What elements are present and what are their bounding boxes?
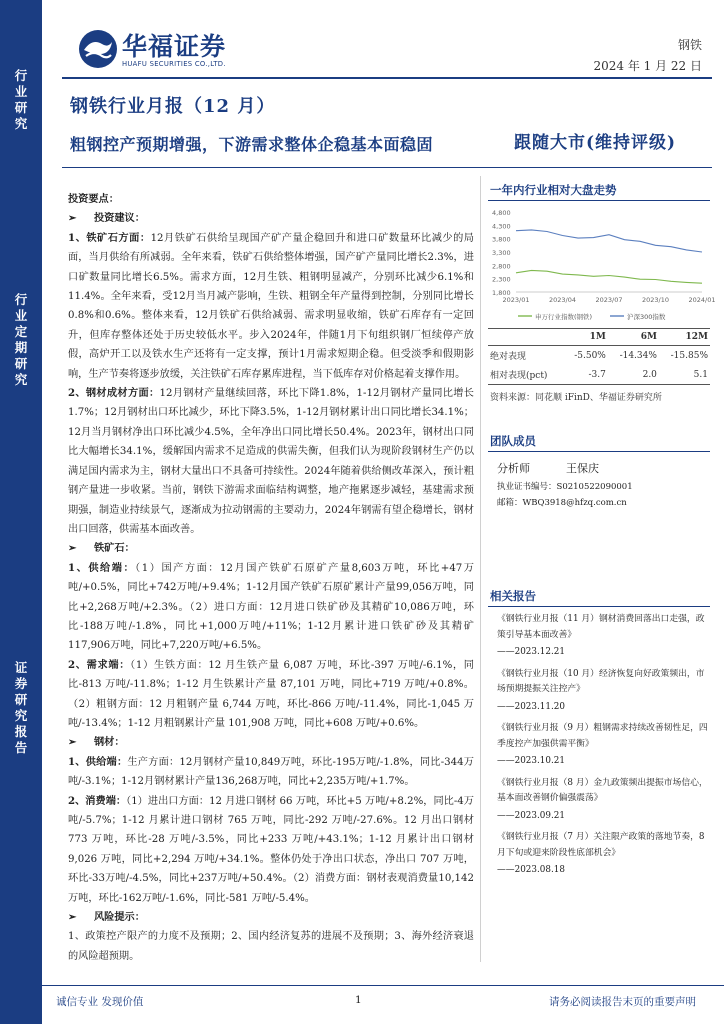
- table-cell: -3.7: [564, 365, 608, 385]
- investment-advice-heading: [68, 209, 474, 228]
- sidebar-char: 报: [14, 724, 28, 739]
- risk-heading: [68, 908, 474, 927]
- related-report-title: 《钢铁行业月报（10 月）经济恢复向好政策频出，市场预期提振关注控产》: [497, 668, 705, 694]
- iron-supply-label: 1、供给端：: [68, 561, 136, 574]
- team-divider: [488, 451, 710, 452]
- table-header-row: [488, 329, 710, 346]
- main-body: [68, 190, 474, 966]
- related-reports-list: [497, 612, 709, 885]
- header-divider: [62, 77, 712, 79]
- sidebar-char: 业: [14, 308, 28, 323]
- y-tick-label: 4,300: [492, 222, 511, 231]
- related-reports-divider: [488, 606, 710, 607]
- sidebar-char: 告: [14, 740, 28, 755]
- iron-demand-label: 2、需求端：: [68, 658, 131, 671]
- steel-summary-text: 12月钢材产量继续回落，环比下降1.8%，1-12月钢材产量同比增长1.7%；12月钢材出口环比减少，环比下降3.5%，1-12月钢材累计出口同比增长34.1%；12月当月钢材净出口环比减少4.5%，全年净出口同比增长50.4%。2023年，钢材出口同比大幅增长34.1%，缓解国内需求不足造成的供需失衡，但我们认为现阶段钢材生产仍以满足国内需求为主，钢材大量出口不具备可持续性。2024年随着供给侧改革深入，预计粗钢产量进一步收紧。当前，钢铁下游需求面临结构调整，地产拖累逐步减轻，基建需求预期强，制造业持续景气，逐渐成为拉动钢需的主要动力，2024年钢需有望企稳增长，钢材出口回落，供需基本面改善。: [68, 388, 474, 535]
- team-section-title: 团队成员: [490, 434, 536, 448]
- y-tick-label: 3,800: [492, 235, 511, 244]
- y-tick-label: 1,800: [492, 289, 511, 297]
- y-tick-label: 4,800: [492, 209, 511, 217]
- report-date: 2024 年 1 月 22 日: [593, 59, 702, 73]
- iron-ore-summary: [68, 229, 474, 384]
- related-report-title: 《钢铁行业月报（8 月）金九政策频出提振市场信心，基本面改善钢价偏强震荡》: [497, 777, 708, 803]
- iron-supply-text: （1）国产方面：12月国产铁矿石原矿产量8,603万吨，环比+47万吨/+0.5%，同比+742万吨/+9.4%；1-12月国产铁矿石原矿累计产量99,056万吨，同比+2,268万吨/+2.3%。（2）进口方面：12月进口铁矿砂及其精矿10,086万吨，环比-188万吨/-1.8%，同比+1,000万吨/+11%；1-12月累计进口铁矿砂及其精矿117,906万吨，同比+7,220万吨/+6.5%。: [68, 562, 474, 652]
- related-report-item[interactable]: [497, 612, 709, 661]
- footer-divider: [42, 985, 724, 986]
- key-points-heading: 投资要点：: [68, 193, 119, 205]
- sidebar-char: 究: [14, 372, 28, 387]
- table-header-cell: 1M: [564, 329, 608, 346]
- steel-supply-label: 1、供给端：: [68, 755, 128, 768]
- sidebar-char: 研: [14, 100, 28, 115]
- table-cell: -14.34%: [619, 350, 657, 361]
- related-report-date: ——2023.08.18: [497, 865, 565, 875]
- table-cell: 2.0: [608, 365, 659, 385]
- related-report-item[interactable]: [497, 776, 709, 825]
- risk-paragraph: 1、政策控产限产的力度不及预期；2、国内经济复苏的进展不及预期；3、海外经济衰退的风险超预期。: [68, 931, 474, 962]
- investment-advice-label: 投资建议：: [94, 212, 145, 225]
- company-name-cn: 华福证券: [122, 32, 227, 61]
- iron-ore-summary-label: 1、铁矿石方面：: [68, 231, 151, 244]
- table-header-cell: 12M: [659, 329, 710, 346]
- sidebar-char: 研: [14, 356, 28, 371]
- arrow-bullet-icon: ➢: [68, 542, 77, 555]
- related-reports-title: 相关报告: [490, 589, 536, 603]
- steel-summary: [68, 384, 474, 539]
- analyst-role: 分析师: [497, 462, 530, 475]
- report-title: 钢铁行业月报（12 月）: [70, 96, 276, 117]
- table-cell: -5.50%: [574, 350, 606, 361]
- table-cell: 绝对表现: [490, 352, 527, 362]
- y-tick-label: 2,300: [492, 275, 511, 284]
- relative-performance-chart: [488, 204, 716, 328]
- iron-demand-paragraph: [68, 656, 474, 734]
- rating-label: 跟随大市(维持评级): [514, 133, 677, 153]
- y-tick-label: 3,300: [492, 249, 511, 257]
- steel-heading-label: 钢材：: [94, 736, 125, 749]
- legend-label: 沪深300指数: [627, 313, 666, 321]
- industry-tag: 钢铁: [677, 38, 702, 52]
- steel-supply-text: 生产方面：12月钢材产量10,849万吨，环比-195万吨/-1.8%，同比-344万吨/-3.1%；1-12月钢材累计产量136,268万吨，同比+2,235万吨/+1.7%。: [68, 756, 474, 788]
- analyst-email[interactable]: 邮箱：WBQ3918@hfzq.com.cn: [497, 498, 627, 508]
- table-cell: -15.85%: [670, 350, 708, 361]
- risk-heading-label: 风险提示：: [94, 911, 145, 924]
- footer-slogan: 诚信专业 发现价值: [56, 996, 144, 1008]
- y-tick-label: 2,800: [492, 262, 511, 271]
- sidebar-char: 究: [14, 708, 28, 723]
- footer-disclaimer: 请务必阅读报告末页的重要声明: [549, 996, 696, 1008]
- chart-title: 一年内行业相对大盘走势: [490, 183, 617, 197]
- chart-title-divider: [488, 200, 710, 201]
- related-report-item[interactable]: [497, 667, 709, 716]
- table-header-cell: 6M: [608, 329, 659, 346]
- analyst-name: 王保庆: [566, 462, 599, 475]
- chart-series-group: [516, 230, 702, 283]
- related-report-date: ——2023.09.21: [497, 810, 565, 821]
- title-divider: [62, 167, 712, 168]
- x-tick-label: 2024/01: [688, 296, 716, 304]
- page-number: 1: [355, 994, 362, 1006]
- related-report-title: 《钢铁行业月报（7 月）关注限产政策的落地节奏，8 月下旬或迎来阶段性底部机会》: [497, 832, 705, 858]
- related-report-item[interactable]: [497, 721, 709, 770]
- arrow-bullet-icon: ➢: [68, 911, 77, 924]
- related-report-title: 《钢铁行业月报（9 月）粗钢需求持续改善韧性足，四季度控产加强供需平衡》: [497, 723, 708, 749]
- chart-x-ticks: [502, 296, 715, 304]
- related-report-date: ——2023.12.21: [497, 647, 565, 657]
- arrow-bullet-icon: ➢: [68, 736, 77, 749]
- x-tick-label: 2023/07: [595, 296, 623, 304]
- sidebar-char: 定: [14, 324, 28, 339]
- sidebar-char: 行: [14, 68, 28, 83]
- steel-summary-label: 2、钢材成材方面：: [68, 387, 160, 400]
- legend-label: 申万行业指数(钢铁): [535, 313, 593, 321]
- iron-ore-heading-label: 铁矿石：: [94, 542, 135, 555]
- chart-legend: [518, 312, 666, 321]
- sidebar-char: 业: [14, 84, 28, 99]
- data-source-note: 资料来源：同花顺 iFinD、华福证券研究所: [490, 393, 662, 403]
- column-divider: [480, 176, 481, 962]
- steel-consumption-label: 2、消费端：: [68, 794, 127, 807]
- chart-y-ticks: [492, 209, 511, 297]
- related-report-item[interactable]: [497, 830, 709, 879]
- steel-heading: [68, 733, 474, 752]
- report-headline: 粗钢控产预期增强，下游需求整体企稳基本面稳固: [70, 135, 434, 154]
- related-report-date: ——2023.11.20: [497, 701, 565, 712]
- table-row: [488, 365, 710, 385]
- company-logo-icon: [78, 28, 118, 70]
- related-report-date: ——2023.10.21: [497, 756, 565, 766]
- x-tick-label: 2023/01: [502, 296, 530, 304]
- company-name-en: HUAFU SECURITIES CO.,LTD.: [122, 60, 226, 68]
- sidebar-section-securities-report: [0, 660, 42, 756]
- sidebar-char: 期: [14, 340, 28, 355]
- iron-ore-heading: [68, 539, 474, 558]
- sidebar-char: 行: [14, 292, 28, 307]
- table-cell: 5.1: [659, 365, 710, 385]
- iron-demand-text: （1）生铁方面：12 月生铁产量 6,087 万吨，环比-397 万吨/-6.1%，同比-813 万吨/-11.8%；1-12 月生铁累计产量 87,101 万吨，同比+719 万吨/+0.8%。（2）粗钢方面：12 月粗钢产量 6,744 万吨，环比-866 万吨/-11.4%，同比-1,045 万吨/-13.4%；1-12 月粗钢累计产量 101,908 万吨，同比+608 万吨/+0.6%。: [68, 659, 474, 729]
- steel-consumption-text: （1）进出口方面：12 月进口钢材 66 万吨，环比+5 万吨/+8.2%，同比-4万吨/-5.7%；1-12 月累计进口钢材 765 万吨，同比-292 万吨/-27.6%。12 月出口钢材773 万吨，环比-28 万吨/-3.5%，同比+233 万吨/+43.1%；1-12 月累计出口钢材 9,026 万吨，同比+2,294 万吨/+34.1%。整体仍处于净出口状态，净出口 707 万吨，环比-33万吨/-4.5%，同比+237万吨/+50.4%。（2）消费方面：钢材表观消费量10,142万吨，环比-162万吨/-1.6%，同比-581 万吨/-5.4%。: [68, 795, 474, 904]
- analyst-certificate: 执业证书编号：S0210522090001: [497, 482, 633, 492]
- sidebar-char: 研: [14, 692, 28, 707]
- sidebar-char: 券: [14, 676, 28, 691]
- sidebar-section-industry-research: [0, 68, 42, 132]
- table-cell: 相对表现(pct): [488, 365, 564, 385]
- steel-consumption-paragraph: [68, 792, 474, 908]
- sidebar-char: 证: [14, 660, 28, 675]
- table-header-cell: [488, 329, 564, 346]
- arrow-bullet-icon: ➢: [68, 212, 77, 225]
- table-row: [488, 346, 710, 366]
- related-report-title: 《钢铁行业月报（11 月）钢材消费回落出口走强，政策引导基本面改善》: [497, 614, 705, 640]
- x-tick-label: 2023/04: [548, 296, 577, 304]
- left-sidebar: [0, 0, 42, 1024]
- steel-supply-paragraph: [68, 753, 474, 792]
- x-tick-label: 2023/10: [641, 296, 670, 304]
- performance-table: [488, 328, 710, 385]
- series-line-0: [516, 270, 702, 283]
- iron-supply-paragraph: [68, 559, 474, 656]
- sidebar-section-periodic-research: [0, 292, 42, 388]
- iron-ore-summary-text: 12月铁矿石供给呈现国产矿产量企稳回升和进口矿数量环比减少的局面，当月供给有所减弱。全年来看，铁矿石供给整体增强，国产矿产量同比增长2.3%，进口矿数量同比增长6.5%。需求方面，12月生铁、粗钢明显减产，分别环比减少6.1%和11.4%。全年来看，受12月当月减产影响，生铁、粗钢全年产量得到控制，分别同比增长0.8%和0.6%。整体来看，12月铁矿石供给减弱、需求明显收缩，铁矿石库存有一定回升，但库存整体还处于历史较低水平。步入2024年，伴随1月下旬组织钢厂恒续停产放假，高炉开工以及铁水生产还将有一定支撑，预计1月需求短期企稳。但受淡季和假期影响，生产节奏将逐步放缓，关注铁矿石库存累库进程，当下低库存对价格起着支撑作用。: [68, 232, 474, 380]
- series-line-1: [516, 230, 702, 252]
- sidebar-char: 究: [14, 116, 28, 131]
